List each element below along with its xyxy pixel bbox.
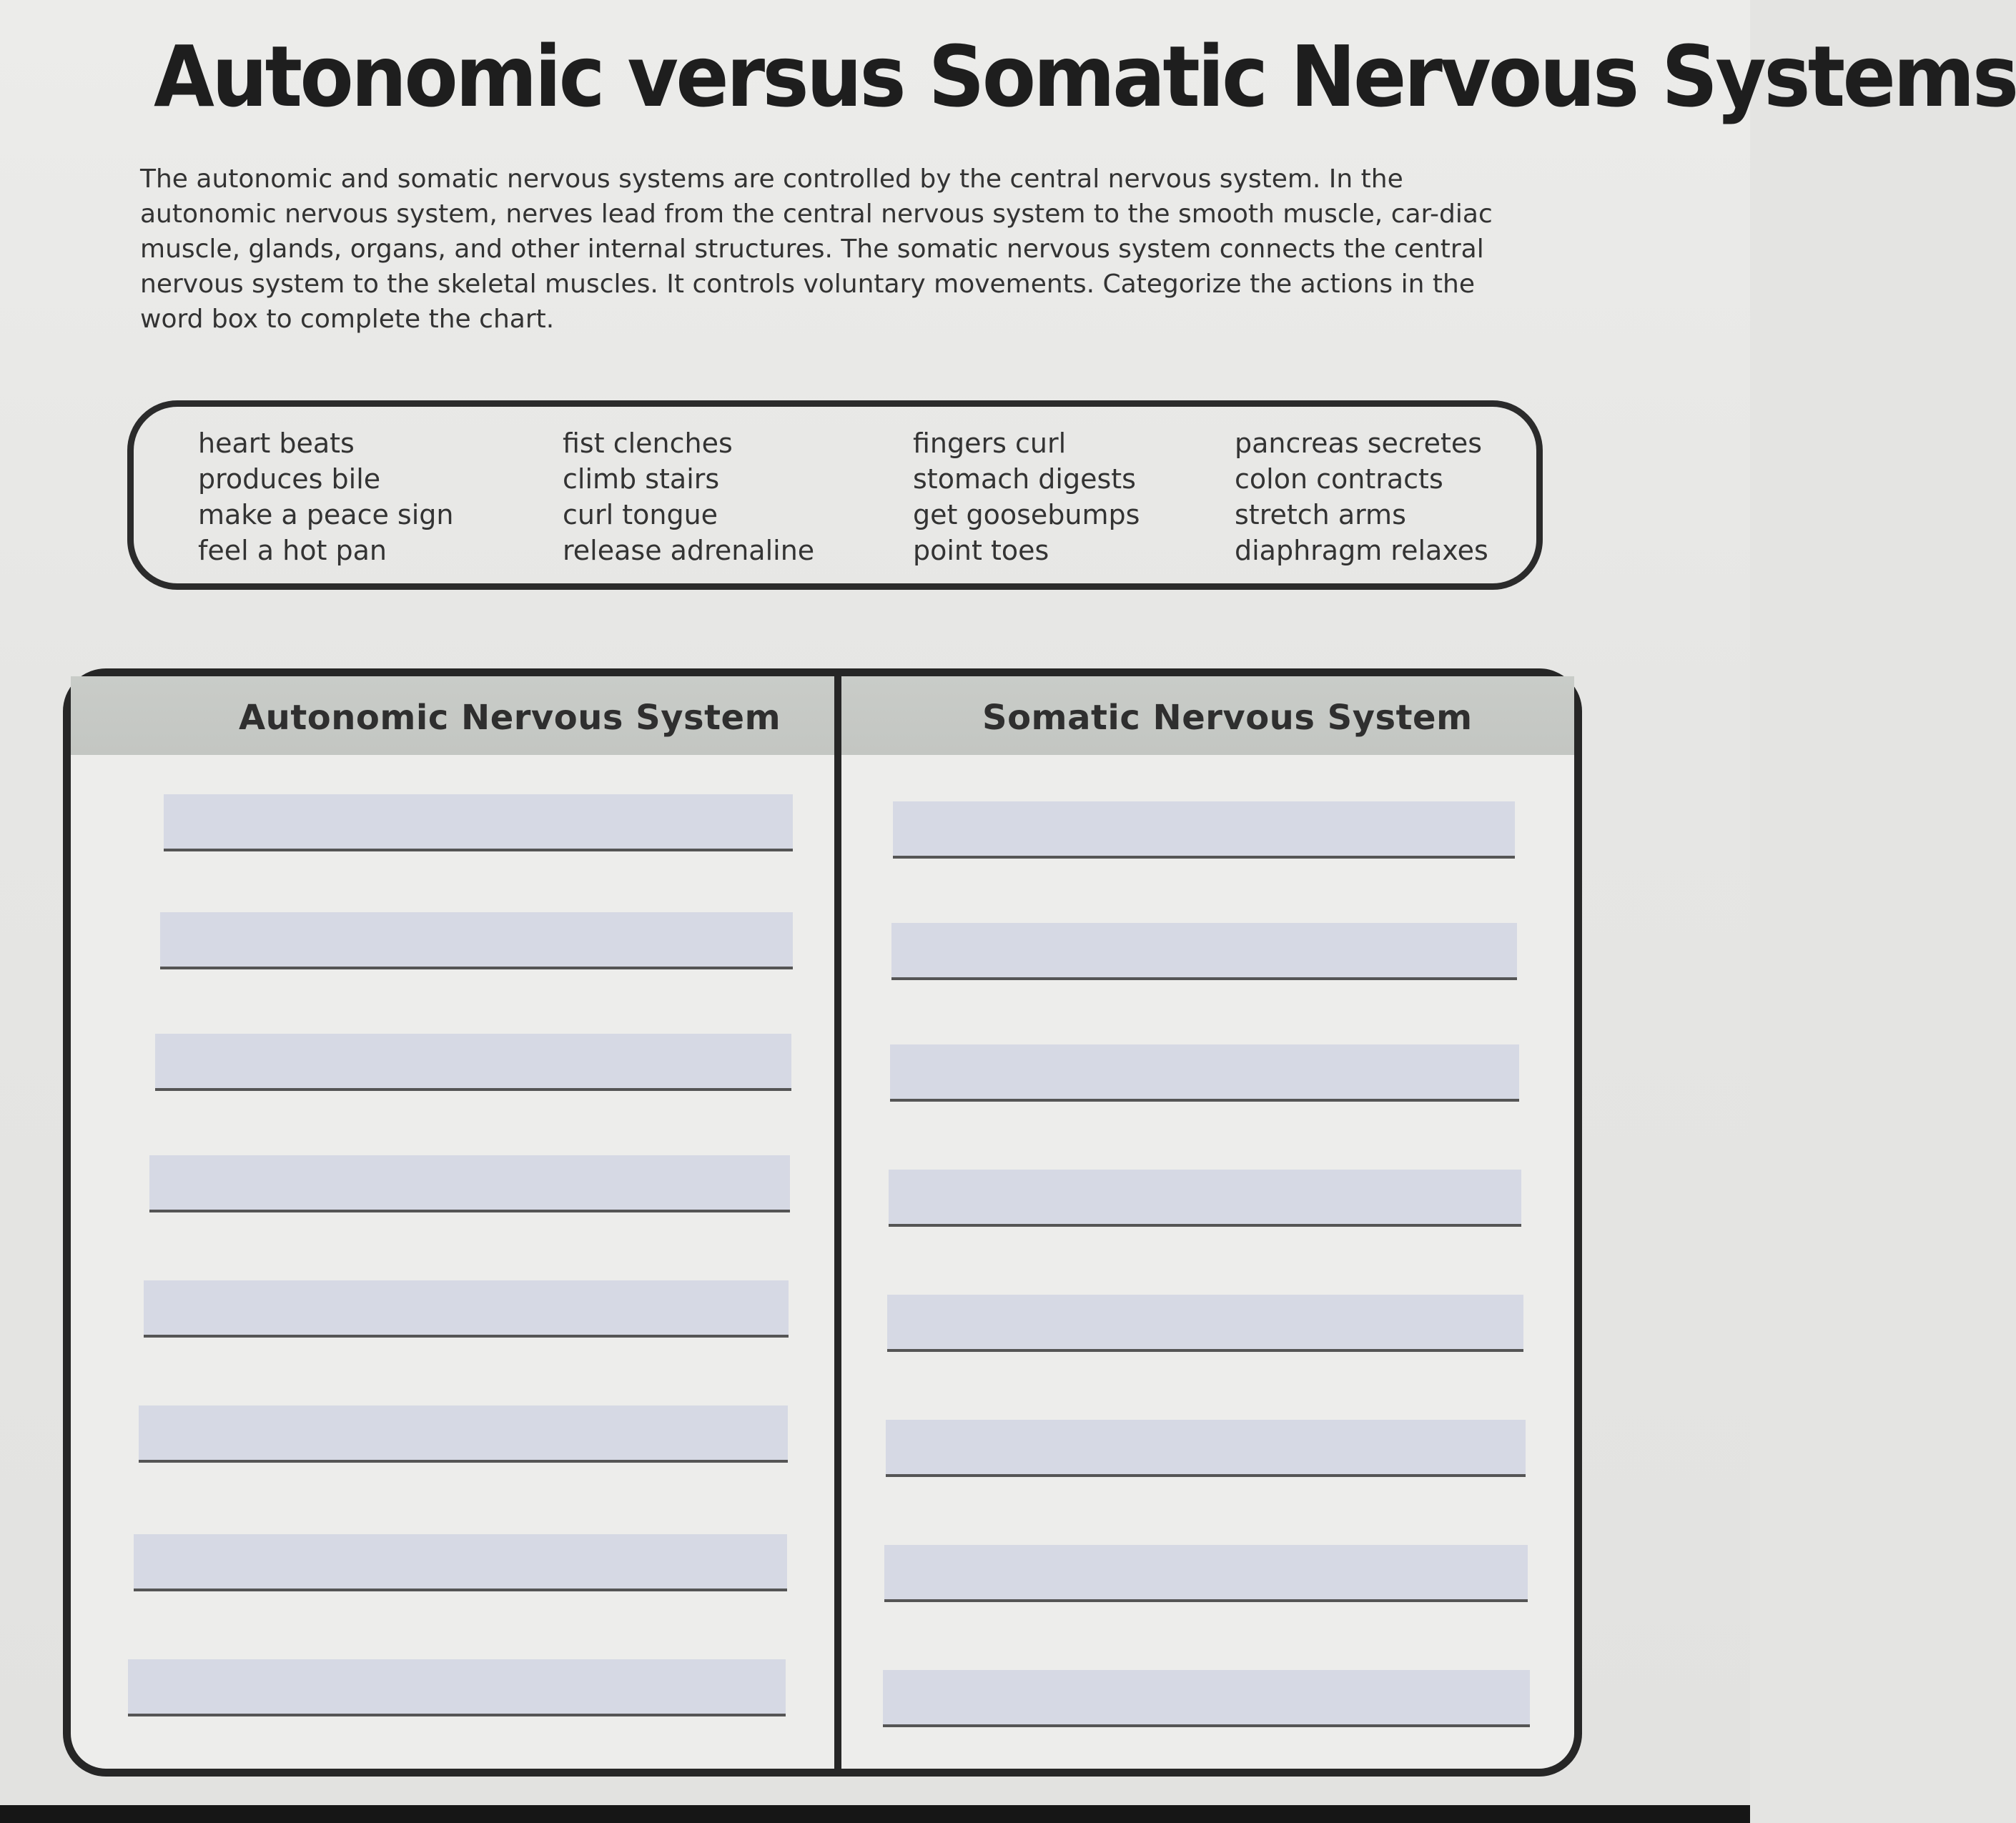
somatic-answer-line[interactable] <box>884 1545 1528 1602</box>
word-box-column-3 <box>913 425 1140 568</box>
autonomic-answer-line[interactable] <box>128 1659 786 1716</box>
word-item: pancreas secretes <box>1235 428 1483 459</box>
word-box-column-4 <box>1235 425 1488 568</box>
intro-paragraph: The autonomic and somatic nervous systems are controlled by the central nervous system. In the autonomic nervous system, nerves lead from the central nervous system to the smooth muscle, car-diac muscle, glands, organs, and other internal structures. The somatic nervous system connects the central nervous system to the skeletal muscles. It controls voluntary movements. Categorize the actions in the word box to complete the chart. <box>140 164 1493 334</box>
word-box-column-2 <box>563 425 814 568</box>
word-item: fingers curl <box>913 428 1067 459</box>
autonomic-answer-line[interactable] <box>155 1034 791 1091</box>
word-item: stretch arms <box>1235 499 1406 530</box>
autonomic-answer-line[interactable] <box>139 1405 788 1463</box>
somatic-answer-line[interactable] <box>889 1170 1521 1227</box>
word-item: climb stairs <box>563 463 720 495</box>
word-item: stomach digests <box>913 463 1136 495</box>
word-item: feel a hot pan <box>198 535 387 566</box>
word-item: get goosebumps <box>913 499 1140 530</box>
worksheet-title: Autonomic versus Somatic Nervous Systems <box>154 27 2016 126</box>
word-item: curl tongue <box>563 499 718 530</box>
word-item: point toes <box>913 535 1049 566</box>
word-item: produces bile <box>198 463 381 495</box>
autonomic-answer-line[interactable] <box>160 912 793 969</box>
autonomic-column-header: Autonomic Nervous System <box>239 698 781 738</box>
classification-chart <box>63 668 1582 1777</box>
word-item: diaphragm relaxes <box>1235 535 1488 566</box>
word-item: make a peace sign <box>198 499 454 530</box>
word-box <box>127 400 1543 590</box>
somatic-answer-line[interactable] <box>886 1420 1526 1477</box>
somatic-answer-line[interactable] <box>890 1044 1519 1102</box>
word-item: heart beats <box>198 428 355 459</box>
word-item: fist clenches <box>563 428 733 459</box>
autonomic-answer-line[interactable] <box>144 1280 789 1338</box>
word-item: colon contracts <box>1235 463 1443 495</box>
somatic-answer-line[interactable] <box>883 1670 1530 1727</box>
autonomic-answer-line[interactable] <box>134 1534 787 1591</box>
word-box-column-1 <box>198 425 453 568</box>
word-item: release adrenaline <box>563 535 815 566</box>
column-divider <box>834 676 841 1769</box>
photo-bottom-edge <box>0 1805 1750 1823</box>
somatic-column-header: Somatic Nervous System <box>982 698 1473 738</box>
somatic-answer-line[interactable] <box>891 923 1517 980</box>
autonomic-answer-line[interactable] <box>164 794 793 851</box>
somatic-answer-line[interactable] <box>887 1295 1523 1352</box>
autonomic-answer-line[interactable] <box>149 1155 790 1212</box>
somatic-answer-line[interactable] <box>893 801 1515 859</box>
